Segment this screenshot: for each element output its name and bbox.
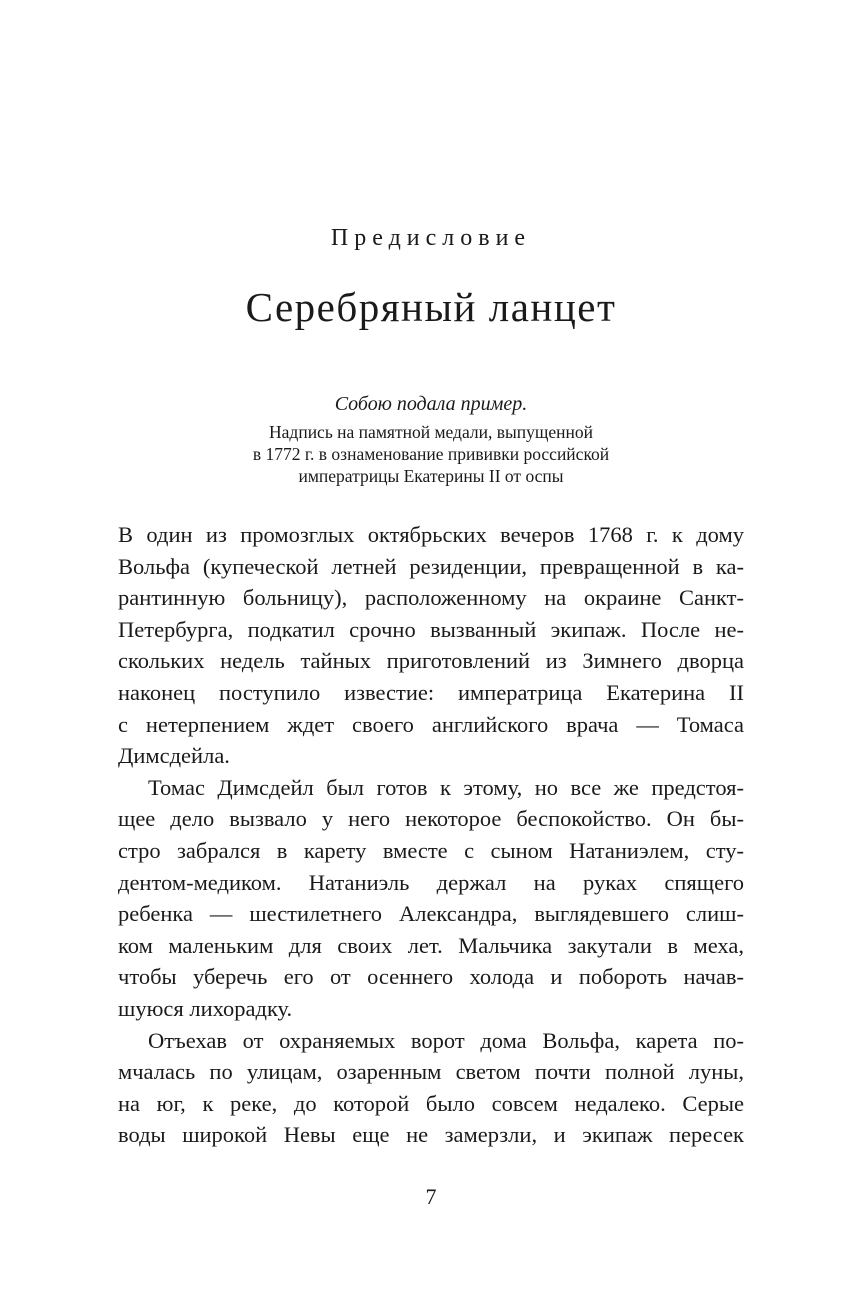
text-line: скольких недель тайных приготовлений из Зимнего дворца	[118, 648, 744, 674]
text-line: наконец поступило известие: императрица Екатерина II	[118, 679, 744, 705]
paragraph	[118, 772, 744, 1025]
text-line: рантинную больницу), расположенному на окраине Санкт-	[118, 585, 744, 611]
text-line: стро забрался в карету вместе с сыном Натаниэлем, сту-	[118, 837, 744, 863]
text-line: ком маленьким для своих лет. Мальчика закутали в меха,	[118, 932, 744, 958]
text-line: Томас Димсдейл был готов к этому, но все же предстоя-	[148, 774, 744, 800]
text-line: щее дело вызвало у него некоторое беспокойство. Он бы-	[118, 806, 744, 832]
page-number: 7	[425, 1184, 437, 1209]
epigraph-source-line: Надпись на памятной медали, выпущенной	[269, 422, 593, 442]
paragraph	[118, 519, 744, 772]
text-line: ребенка — шестилетнего Александра, выглядевшего слиш-	[118, 901, 744, 927]
paragraph	[118, 1025, 744, 1151]
chapter-title: Серебряный ланцет	[245, 284, 617, 330]
text-line: воды широкой Невы еще не замерзли, и экипаж пересек	[118, 1122, 744, 1148]
text-line: чтобы уберечь его от осеннего холода и побороть начав-	[118, 964, 744, 990]
epigraph-source-line: в 1772 г. в ознаменование прививки российской	[252, 444, 610, 464]
chapter-label: Предисловие	[330, 225, 532, 251]
text-line: Отъехав от охраняемых ворот дома Вольфа, карета по-	[148, 1027, 744, 1053]
text-line: шуюся лихорадку.	[118, 995, 293, 1021]
text-line: с нетерпением ждет своего английского врача — Томаса	[118, 711, 744, 737]
body-text	[118, 519, 744, 1151]
text-line: Петербурга, подкатил срочно вызванный экипаж. После не-	[118, 616, 744, 642]
text-line: В один из промозглых октябрьских вечеров 1768 г. к дому	[118, 522, 744, 547]
text-line: Вольфа (купеческой летней резиденции, превращенной в ка-	[118, 553, 744, 579]
epigraph-source	[200, 421, 662, 487]
epigraph-source-line: императрицы Екатерины II от оспы	[298, 466, 564, 486]
epigraph-quote: Собою подала пример.	[334, 393, 528, 415]
text-line: на юг, к реке, до которой было совсем недалеко. Серые	[118, 1090, 744, 1116]
text-line: дентом-медиком. Натаниэль держал на руках спящего	[118, 869, 744, 895]
epigraph	[200, 389, 662, 487]
text-line: мчалась по улицам, озаренным светом почти полной луны,	[118, 1059, 744, 1085]
text-line: Димсдейла.	[118, 743, 230, 769]
